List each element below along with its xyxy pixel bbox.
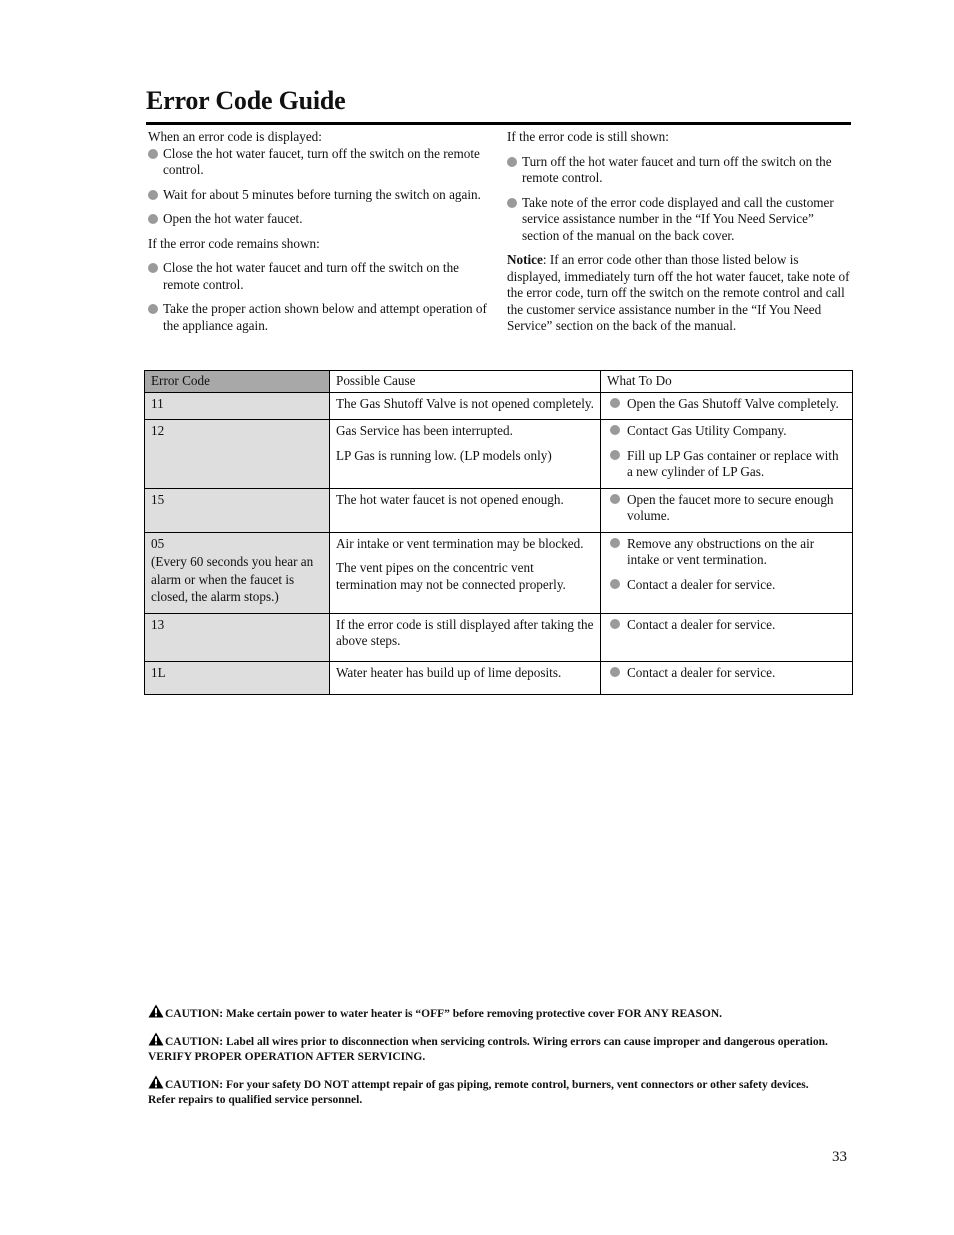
list-item: Take note of the error code displayed and call the customer service assistance number in the “If You Need Service” section of the manual on the back cover. (507, 195, 852, 245)
caution-notes (148, 1004, 828, 1118)
action-cell (601, 613, 853, 661)
action-cell (601, 661, 853, 695)
caution-note: CAUTION: Make certain power to water heater is “OFF” before removing protective cover FOR ANY REASON. (148, 1004, 828, 1023)
action-item: Contact a dealer for service. (607, 577, 846, 594)
bullet-dot-icon (148, 214, 158, 224)
bullet-dot-icon (610, 450, 620, 460)
error-code-note: (Every 60 seconds you hear an alarm or when the faucet is closed, the alarm stops.) (151, 554, 314, 604)
caution-note: CAUTION: Label all wires prior to disconnection when servicing controls. Wiring errors can cause improper and dangerous operation. VERIFY PROPER OPERATION AFTER SERVICING. (148, 1032, 828, 1066)
action-item: Contact Gas Utility Company. (607, 423, 846, 440)
action-item: Fill up LP Gas container or replace with a new cylinder of LP Gas. (607, 448, 846, 481)
error-code-cell: 05 (Every 60 seconds you hear an alarm or when the faucet is closed, the alarm stops.) (145, 532, 330, 613)
bullet-dot-icon (610, 494, 620, 504)
bullet-dot-icon (610, 619, 620, 629)
table-row (145, 532, 853, 613)
bullet-dot-icon (610, 667, 620, 677)
bullet-dot-icon (148, 304, 158, 314)
error-code-cell: 15 (145, 488, 330, 532)
notice-text: : If an error code other than those listed below is displayed, immediately turn off the hot water faucet, take note of the error code, turn off the switch on the remote control and call the customer service assistance number in the “If You Need Service” section on the back of the manual. (507, 252, 850, 333)
table-row (145, 613, 853, 661)
title-rule (146, 122, 851, 125)
table-row (145, 488, 853, 532)
bullet-dot-icon (507, 198, 517, 208)
cause-cell: Gas Service has been interrupted. LP Gas is running low. (LP models only) (330, 420, 601, 489)
left-intro: When an error code is displayed: (148, 129, 322, 144)
left-bullets-2 (148, 260, 493, 334)
bullet-dot-icon (507, 157, 517, 167)
bullet-dot-icon (610, 398, 620, 408)
list-item: Turn off the hot water faucet and turn off the switch on the remote control. (507, 154, 852, 187)
page-number: 33 (832, 1149, 847, 1165)
left-bullets-1 (148, 146, 493, 228)
bullet-dot-icon (610, 425, 620, 435)
table-header-row (145, 371, 853, 393)
table-row (145, 420, 853, 489)
action-cell (601, 392, 853, 420)
action-cell (601, 488, 853, 532)
list-item: Take the proper action shown below and attempt operation of the appliance again. (148, 301, 493, 334)
right-intro: If the error code is still shown: (507, 129, 669, 144)
error-code-cell: 11 (145, 392, 330, 420)
page-title: Error Code Guide (146, 86, 346, 115)
list-item: Close the hot water faucet, turn off the switch on the remote control. (148, 146, 493, 179)
warning-triangle-icon (148, 1004, 164, 1018)
caution-note: CAUTION: For your safety DO NOT attempt repair of gas piping, remote control, burners, vent connectors or other safety devices. Refer repairs to qualified service personnel. (148, 1075, 828, 1109)
left-intro-2: If the error code remains shown: (148, 235, 320, 251)
action-item: Open the faucet more to secure enough volume. (607, 492, 846, 525)
cause-cell: Air intake or vent termination may be blocked. The vent pipes on the concentric vent termination may not be connected properly. (330, 532, 601, 613)
error-code-cell: 13 (145, 613, 330, 661)
action-cell (601, 532, 853, 613)
list-item: Wait for about 5 minutes before turning the switch on again. (148, 187, 493, 204)
bullet-dot-icon (148, 263, 158, 273)
left-instructions (148, 129, 493, 342)
bullet-dot-icon (610, 579, 620, 589)
warning-triangle-icon (148, 1032, 164, 1046)
action-item: Contact a dealer for service. (607, 617, 846, 634)
bullet-dot-icon (148, 149, 158, 159)
notice (507, 252, 852, 335)
cause-cell: The hot water faucet is not opened enough. (330, 488, 601, 532)
column-header-possible-cause: Possible Cause (330, 371, 601, 393)
bullet-dot-icon (148, 190, 158, 200)
action-item: Contact a dealer for service. (607, 665, 846, 682)
warning-triangle-icon (148, 1075, 164, 1089)
column-header-what-to-do: What To Do (601, 371, 853, 393)
action-cell (601, 420, 853, 489)
right-bullets (507, 154, 852, 245)
list-item: Close the hot water faucet and turn off the switch on the remote control. (148, 260, 493, 293)
cause-cell: Water heater has build up of lime deposits. (330, 661, 601, 695)
list-item: Open the hot water faucet. (148, 211, 493, 228)
error-code-cell: 1L (145, 661, 330, 695)
error-code-cell: 12 (145, 420, 330, 489)
cause-cell: If the error code is still displayed after taking the above steps. (330, 613, 601, 661)
column-header-error-code: Error Code (145, 371, 330, 393)
table-row (145, 392, 853, 420)
cause-cell: The Gas Shutoff Valve is not opened completely. (330, 392, 601, 420)
error-code-table (144, 370, 853, 695)
action-item: Remove any obstructions on the air intake or vent termination. (607, 536, 846, 569)
bullet-dot-icon (610, 538, 620, 548)
action-item: Open the Gas Shutoff Valve completely. (607, 396, 846, 413)
notice-label: Notice (507, 252, 543, 267)
table-row (145, 661, 853, 695)
right-instructions (507, 129, 852, 335)
